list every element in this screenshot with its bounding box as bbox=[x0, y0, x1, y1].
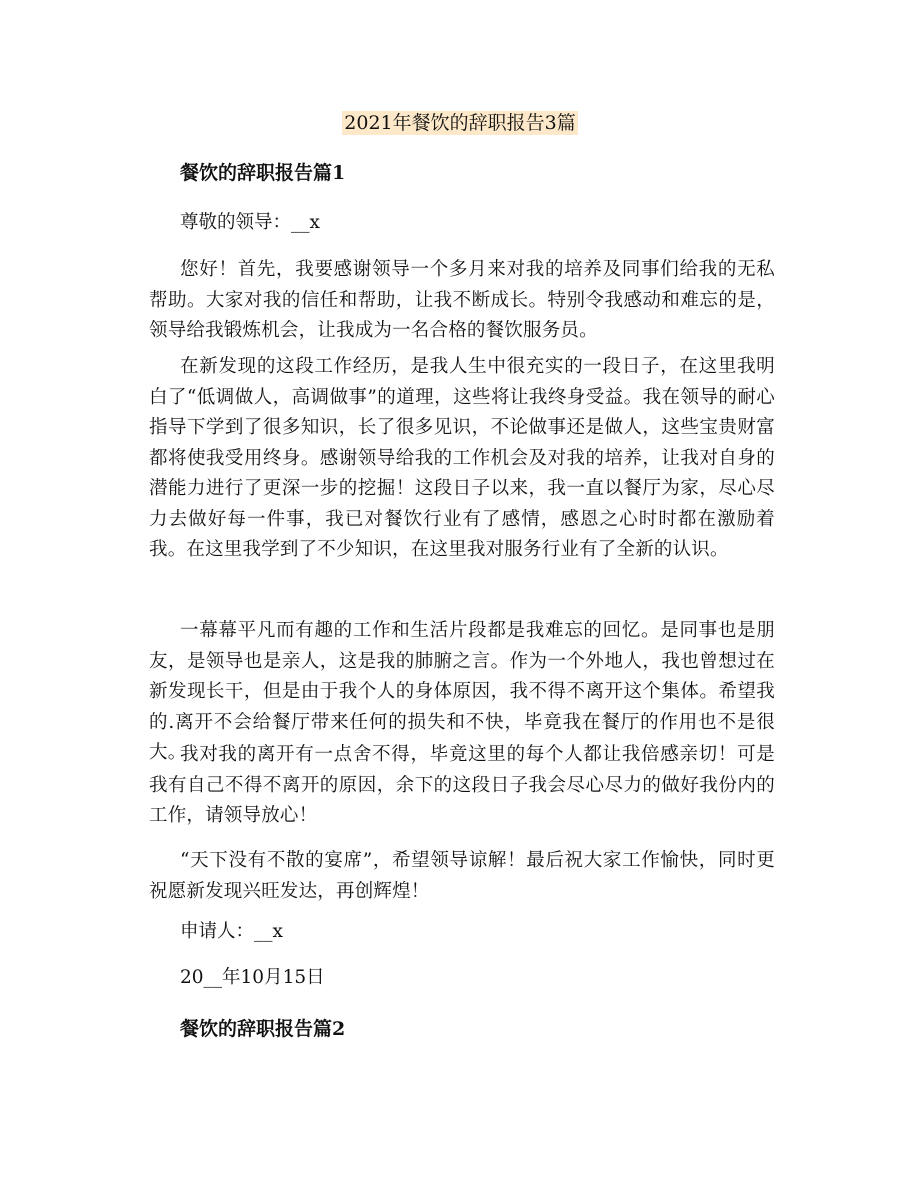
paragraph-2: 在新发现的这段工作经历，是我人生中很充实的一段日子，在这里我明白了“低调做人，高调做事”的道理，这些将让我终身受益。我在领导的耐心指导下学到了很多知识，长了很多见识，不论做事还是做人，这些宝贵财富都将使我受用终身。感谢领导给我的工作机会及对我的培养，让我对自身的潜能力进行了更深一步的挖掘！这段日子以来，我一直以餐厅为家，尽心尽力去做好每一件事，我已对餐饮行业有了感情，感恩之心时时都在激励着我。在这里我学到了不少知识，在这里我对服务行业有了全新的认识。 bbox=[149, 356, 775, 560]
paragraph-1: 您好！首先，我要感谢领导一个多月来对我的培养及同事们给我的无私帮助。大家对我的信任和帮助，让我不断成长。特别令我感动和难忘的是，领导给我锻炼机会，让我成为一名合格的餐饮服务员。 bbox=[149, 259, 775, 341]
applicant-line: 申请人：__x bbox=[180, 921, 283, 942]
section-2-heading: 餐饮的辞职报告篇2 bbox=[180, 1018, 346, 1040]
document-title-text: 2021年餐饮的辞职报告3篇 bbox=[344, 112, 576, 134]
document-title bbox=[0, 110, 920, 136]
salutation: 尊敬的领导：__x bbox=[180, 212, 320, 233]
paragraph-5: “天下没有不散的宴席”，希望领导谅解！最后祝大家工作愉快，同时更祝愿新发现兴旺发达，再创辉煌！ bbox=[149, 850, 775, 902]
paragraph-3: 一幕幕平凡而有趣的工作和生活片段都是我难忘的回忆。是同事也是朋友，是领导也是亲人，这是我的肺腑之言。作为一个外地人，我也曾想过在新发现长干，但是由于我个人的身体原因，我不得不离开这个集体。希望我的.离开不会给餐厅带来任何的损失和不快，毕竟我在餐厅的作用也不是很大。 bbox=[149, 620, 775, 763]
date-line: 20__年10月15日 bbox=[180, 967, 325, 988]
section-1-heading: 餐饮的辞职报告篇1 bbox=[180, 162, 346, 184]
paragraph-4: 我对我的离开有一点舍不得，毕竟这里的每个人都让我倍感亲切！可是我有自己不得不离开的原因，余下的这段日子我会尽心尽力的做好我份内的工作，请领导放心！ bbox=[149, 744, 775, 826]
